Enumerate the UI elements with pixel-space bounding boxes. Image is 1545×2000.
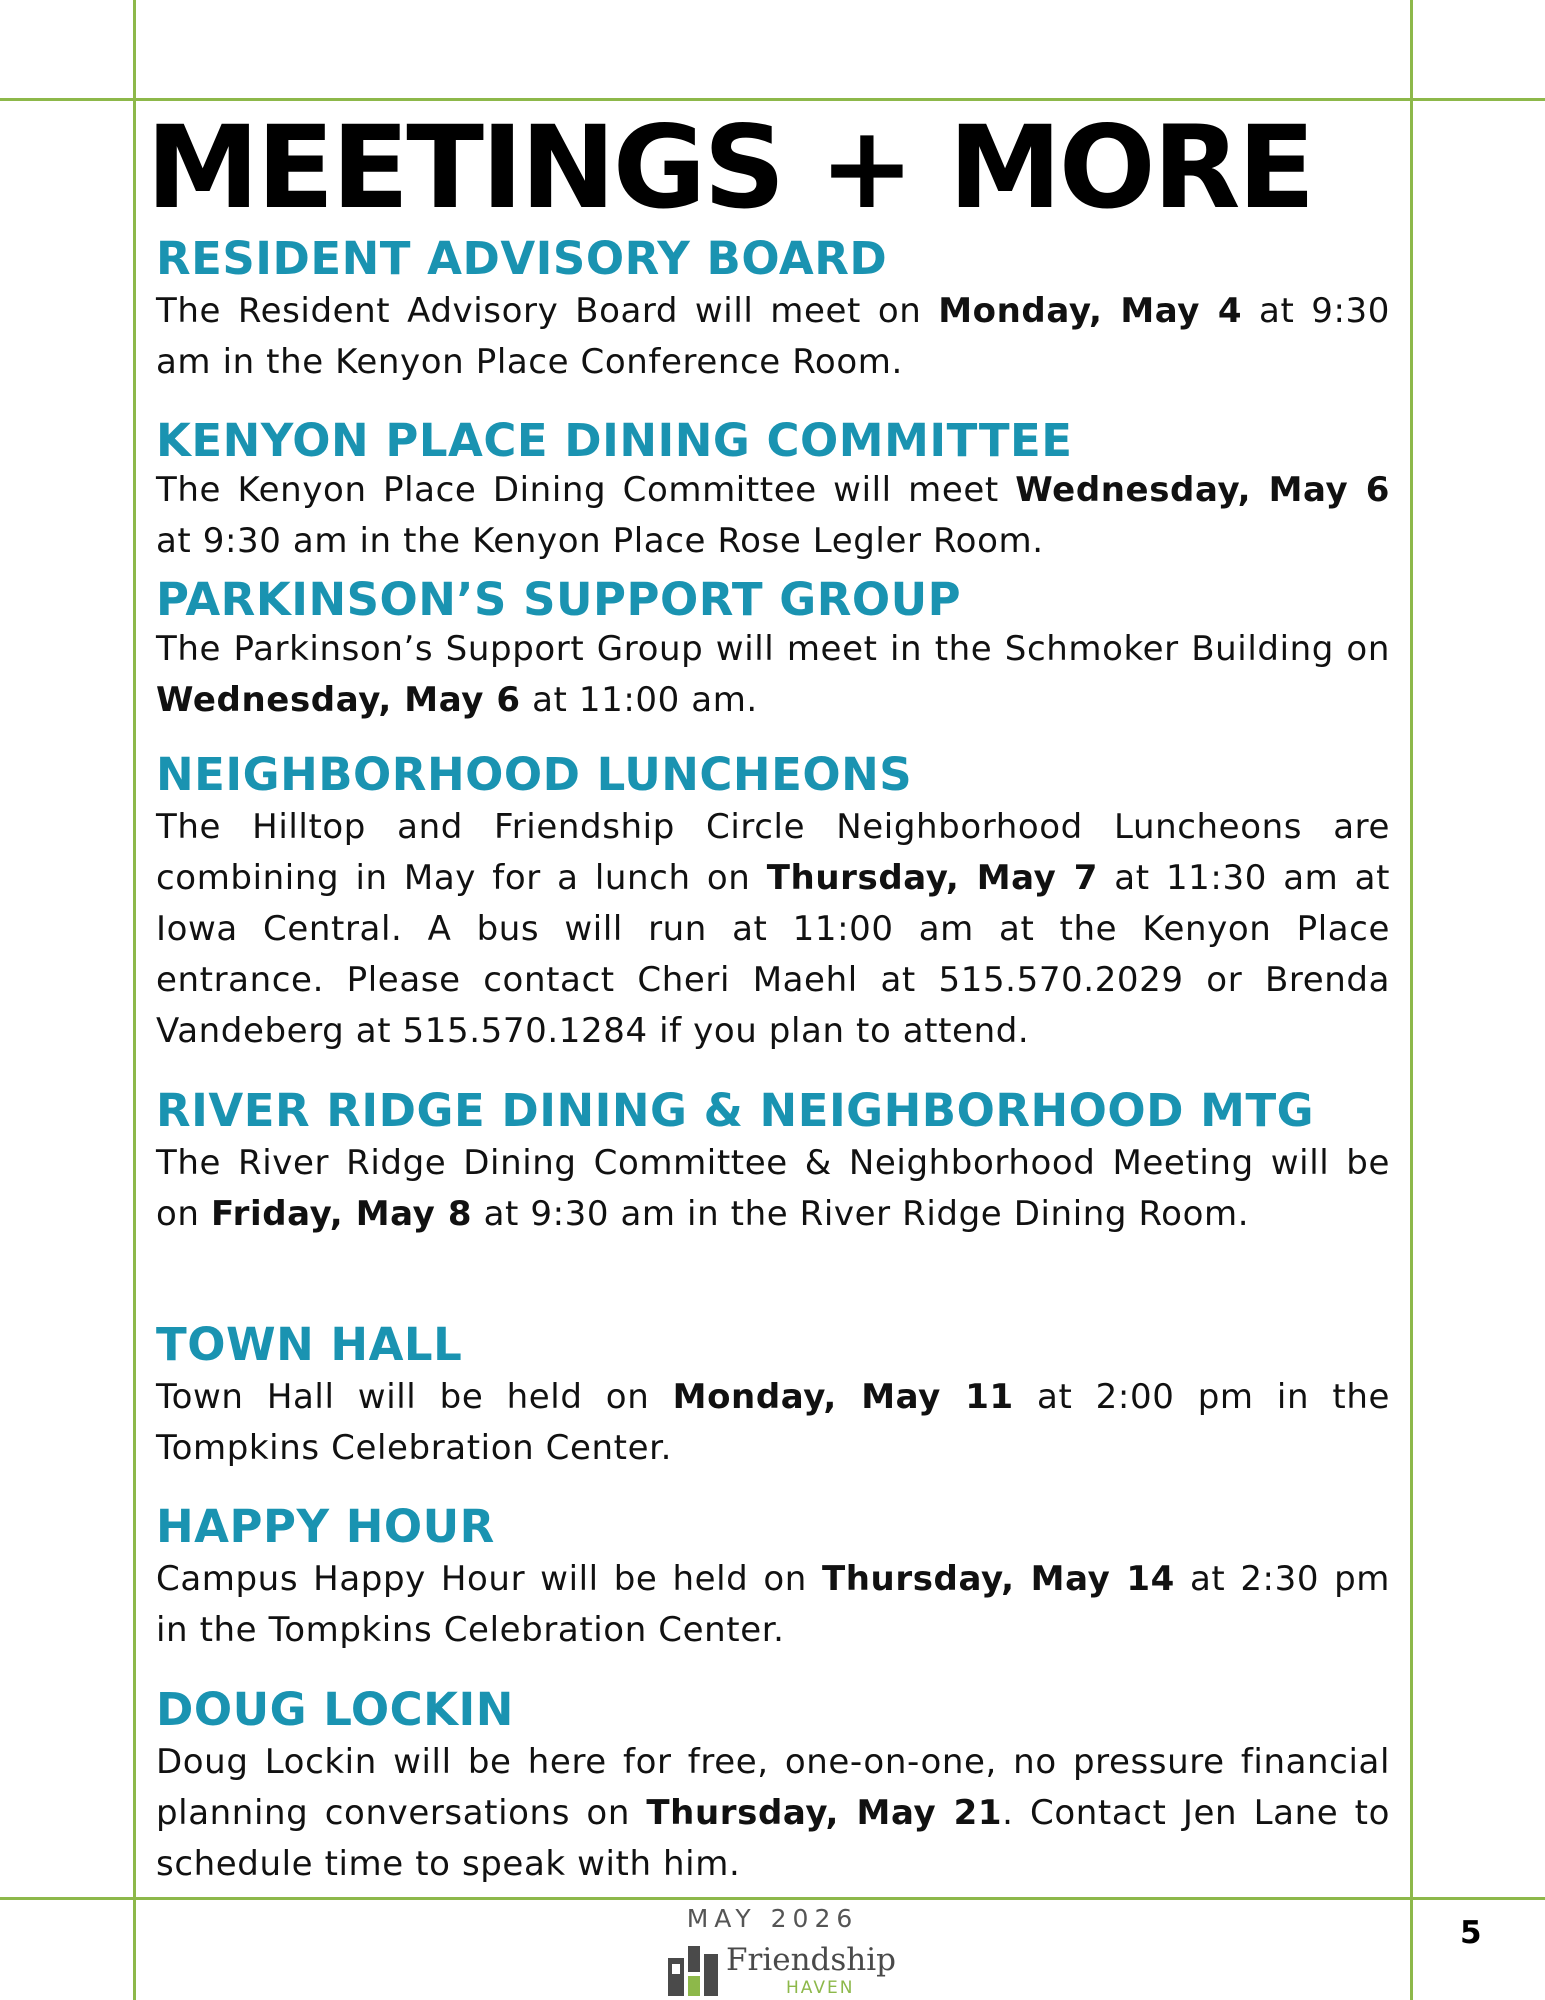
right-margin-rule xyxy=(1410,0,1413,2000)
section-parkinsons-support-group xyxy=(156,573,1390,726)
section-body: The River Ridge Dining Committee & Neighborhood Meeting will be on Friday, May 8 at 9:30 am in the River Ridge Dining Room. xyxy=(156,1143,1390,1234)
section-kenyon-place-dining-committee xyxy=(156,414,1390,567)
section-body: The Hilltop and Friendship Circle Neighborhood Luncheons are combining in May for a lunch on Thursday, May 7 at 11:30 am at Iowa Central. A bus will run at 11:00 am at the Kenyon Place entrance. Please contact Cheri Maehl at 515.570.2029 or Brenda Vandeberg at 515.570.1284 if you plan to attend. xyxy=(156,807,1391,1051)
section-body: The Kenyon Place Dining Committee will meet Wednesday, May 6 at 9:30 am in the Kenyon Place Rose Legler Room. xyxy=(156,470,1390,561)
section-heading: HAPPY HOUR xyxy=(156,1500,495,1553)
section-happy-hour xyxy=(156,1500,1390,1656)
logo-wordmark: Friendship xyxy=(726,1942,897,1978)
section-date: Wednesday, May 6 xyxy=(156,680,521,720)
section-date: Friday, May 8 xyxy=(210,1194,473,1234)
section-heading: RIVER RIDGE DINING & NEIGHBORHOOD MTG xyxy=(156,1084,1315,1137)
section-date: Wednesday, May 6 xyxy=(1015,470,1390,510)
section-body: The Parkinson’s Support Group will meet in the Schmoker Building on Wednesday, May 6 at 11:00 am. xyxy=(156,629,1390,720)
page-title: MEETINGS + MORE xyxy=(146,101,1313,234)
logo-subtitle: HAVEN xyxy=(786,1978,855,1998)
section-heading: RESIDENT ADVISORY BOARD xyxy=(156,232,888,285)
section-river-ridge-dining xyxy=(156,1084,1390,1240)
left-margin-rule xyxy=(133,0,136,2000)
section-date: Thursday, May 7 xyxy=(766,858,1099,898)
footer-date: MAY 2026 xyxy=(686,1904,859,1933)
section-heading: PARKINSON’S SUPPORT GROUP xyxy=(156,573,962,626)
section-neighborhood-luncheons xyxy=(156,748,1390,1057)
section-body: Town Hall will be held on Monday, May 11 at 2:00 pm in the Tompkins Celebration Center. xyxy=(156,1377,1390,1468)
section-body: Doug Lockin will be here for free, one-on-one, no pressure financial planning conversations on Thursday, May 21. Contact Jen Lane to schedule time to speak with him. xyxy=(156,1742,1390,1884)
section-doug-lockin xyxy=(156,1683,1390,1890)
friendship-haven-logo xyxy=(668,1942,898,1998)
section-date: Thursday, May 14 xyxy=(821,1559,1175,1599)
section-body: Campus Happy Hour will be held on Thursday, May 14 at 2:30 pm in the Tompkins Celebration Center. xyxy=(156,1559,1390,1650)
section-heading: NEIGHBORHOOD LUNCHEONS xyxy=(156,748,913,801)
bottom-margin-rule xyxy=(0,1897,1545,1900)
section-date: Monday, May 11 xyxy=(672,1377,1014,1417)
friendship-haven-logo-icon xyxy=(668,1946,720,1996)
section-body: The Resident Advisory Board will meet on Monday, May 4 at 9:30 am in the Kenyon Place Conference Room. xyxy=(156,291,1390,382)
page-number: 5 xyxy=(1460,1915,1482,1951)
section-heading: KENYON PLACE DINING COMMITTEE xyxy=(156,414,1073,467)
section-resident-advisory-board xyxy=(156,232,1390,388)
section-date: Monday, May 4 xyxy=(938,291,1243,331)
section-heading: DOUG LOCKIN xyxy=(156,1683,514,1736)
section-heading: TOWN HALL xyxy=(156,1318,463,1371)
section-town-hall xyxy=(156,1318,1390,1474)
section-date: Thursday, May 21 xyxy=(646,1793,1003,1833)
